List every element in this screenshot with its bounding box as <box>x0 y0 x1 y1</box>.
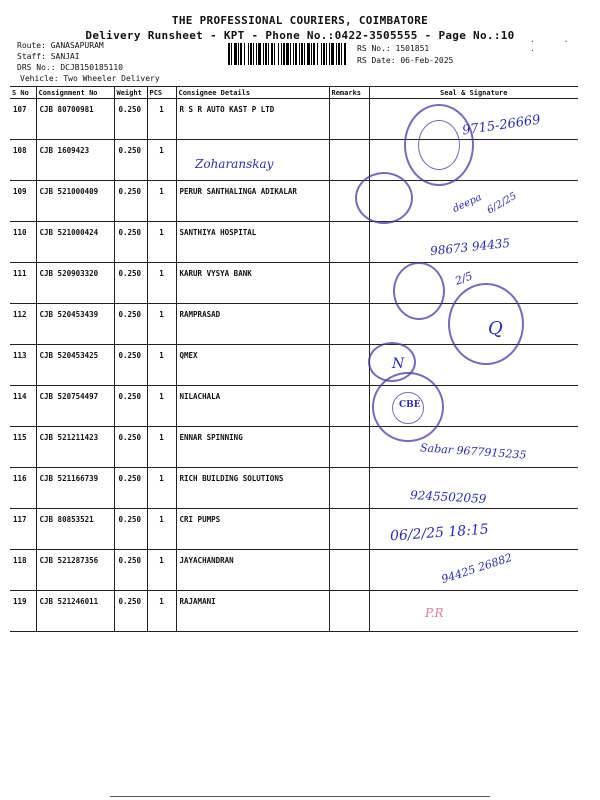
signature: 94425 26882 <box>439 550 514 587</box>
cell-consignee: JAYACHANDRAN <box>176 550 329 591</box>
signature: 98673 94435 <box>429 235 511 259</box>
cell-weight: 0.250 <box>114 222 147 263</box>
cell-remarks <box>329 468 369 509</box>
header-sno: S No <box>10 87 36 99</box>
drs-number: DRS No.: DCJB150185110 <box>17 63 123 72</box>
cell-consignment-no: CJB 521246011 <box>36 591 114 632</box>
signature: Q <box>488 318 503 339</box>
cell-sno: 116 <box>10 468 36 509</box>
cell-sno: 109 <box>10 181 36 222</box>
cell-weight: 0.250 <box>114 99 147 140</box>
cell-sno: 117 <box>10 509 36 550</box>
cell-consignment-no: CJB 520903320 <box>36 263 114 304</box>
cell-pcs: 1 <box>147 550 176 591</box>
header-remarks: Remarks <box>329 87 369 99</box>
cell-consignee: RAJAMANI <box>176 591 329 632</box>
signature: 2/5 <box>453 269 475 288</box>
cell-consignment-no: CJB 521000409 <box>36 181 114 222</box>
cell-remarks <box>329 427 369 468</box>
cell-consignment-no: CJB 1609423 <box>36 140 114 181</box>
cell-pcs: 1 <box>147 140 176 181</box>
cell-consignee: QMEX <box>176 345 329 386</box>
header-seal: Seal & Signature <box>369 87 578 99</box>
table-row <box>10 468 578 509</box>
cell-consignee: RICH BUILDING SOLUTIONS <box>176 468 329 509</box>
cell-consignee: PERUR SANTHALINGA ADIKALAR <box>176 181 329 222</box>
table-row <box>10 509 578 550</box>
cell-consignee: ENNAR SPINNING <box>176 427 329 468</box>
cell-remarks <box>329 509 369 550</box>
cell-pcs: 1 <box>147 263 176 304</box>
cell-weight: 0.250 <box>114 304 147 345</box>
cell-consignment-no: CJB 80853521 <box>36 509 114 550</box>
cell-remarks <box>329 550 369 591</box>
cell-remarks <box>329 345 369 386</box>
route-label: Route: GANASAPURAM <box>17 41 104 50</box>
cell-seal-signature <box>369 591 578 632</box>
cell-remarks <box>329 222 369 263</box>
signature: 9715-26669 <box>461 112 542 139</box>
cell-pcs: 1 <box>147 345 176 386</box>
cell-weight: 0.250 <box>114 591 147 632</box>
cell-remarks <box>329 263 369 304</box>
cell-sno: 118 <box>10 550 36 591</box>
signature: 6/2/25 <box>485 190 519 217</box>
company-stamp <box>448 283 524 365</box>
cell-consignment-no: CJB 520754497 <box>36 386 114 427</box>
table-row <box>10 386 578 427</box>
cell-weight: 0.250 <box>114 509 147 550</box>
cell-pcs: 1 <box>147 181 176 222</box>
cell-pcs: 1 <box>147 304 176 345</box>
cell-pcs: 1 <box>147 99 176 140</box>
document-title: THE PROFESSIONAL COURIERS, COIMBATORE <box>171 14 429 27</box>
cell-sno: 108 <box>10 140 36 181</box>
cell-sno: 113 <box>10 345 36 386</box>
cell-consignee: NILACHALA <box>176 386 329 427</box>
cell-weight: 0.250 <box>114 427 147 468</box>
scan-marks: . . . <box>530 35 581 53</box>
cell-pcs: 1 <box>147 386 176 427</box>
cell-sno: 115 <box>10 427 36 468</box>
cell-pcs: 1 <box>147 427 176 468</box>
cell-weight: 0.250 <box>114 386 147 427</box>
cell-weight: 0.250 <box>114 468 147 509</box>
header-consignee: Consignee Details <box>176 87 329 99</box>
cell-pcs: 1 <box>147 468 176 509</box>
header-consignment: Consignment No <box>36 87 114 99</box>
staff-label: Staff: SANJAI <box>17 52 80 61</box>
signature: deepa <box>451 192 484 215</box>
document-subtitle: Delivery Runsheet - KPT - Phone No.:0422-3505555 - Page No.:10 <box>85 29 515 42</box>
cell-sno: 111 <box>10 263 36 304</box>
cell-consignment-no: CJB 521211423 <box>36 427 114 468</box>
table-row <box>10 591 578 632</box>
barcode-image <box>228 43 346 65</box>
cell-consignee: KARUR VYSYA BANK <box>176 263 329 304</box>
stamp-text: CBE <box>399 400 421 410</box>
table-row <box>10 140 578 181</box>
cell-weight: 0.250 <box>114 345 147 386</box>
cell-sno: 112 <box>10 304 36 345</box>
signature: N <box>392 356 405 372</box>
vehicle-label: Vehicle: Two Wheeler Delivery <box>20 74 160 83</box>
cell-pcs: 1 <box>147 222 176 263</box>
rs-number: RS No.: 1501851 <box>357 44 430 53</box>
cell-pcs: 1 <box>147 509 176 550</box>
page-bottom-line <box>110 796 490 797</box>
cell-consignment-no: CJB 521287356 <box>36 550 114 591</box>
cell-remarks <box>329 386 369 427</box>
cell-weight: 0.250 <box>114 263 147 304</box>
rs-date: RS Date: 06-Feb-2025 <box>357 56 454 65</box>
cell-sno: 107 <box>10 99 36 140</box>
cell-consignee: SANTHIYA HOSPITAL <box>176 222 329 263</box>
cell-consignee: CRI PUMPS <box>176 509 329 550</box>
cell-consignment-no: CJB 520453439 <box>36 304 114 345</box>
cell-remarks <box>329 140 369 181</box>
cell-consignment-no: CJB 520453425 <box>36 345 114 386</box>
cell-remarks <box>329 99 369 140</box>
header-weight: Weight <box>114 87 147 99</box>
handwritten-name: Zoharanskay <box>195 157 274 171</box>
company-stamp-inner <box>418 120 460 170</box>
header-pcs: PCS <box>147 87 176 99</box>
cell-weight: 0.250 <box>114 140 147 181</box>
cell-weight: 0.250 <box>114 550 147 591</box>
cell-remarks <box>329 591 369 632</box>
cell-remarks <box>329 304 369 345</box>
cell-consignee: RAMPRASAD <box>176 304 329 345</box>
cell-consignee: R S R AUTO KAST P LTD <box>176 99 329 140</box>
cell-sno: 110 <box>10 222 36 263</box>
cell-consignment-no: CJB 80700981 <box>36 99 114 140</box>
cell-sno: 119 <box>10 591 36 632</box>
company-stamp <box>355 172 413 224</box>
table-header-row <box>10 87 578 99</box>
company-stamp <box>393 262 445 320</box>
cell-sno: 114 <box>10 386 36 427</box>
cell-consignment-no: CJB 521000424 <box>36 222 114 263</box>
signature: Sabar 9677915235 <box>419 441 527 462</box>
signature: P.R <box>425 606 444 620</box>
signature: 06/2/25 18:15 <box>389 521 490 545</box>
cell-weight: 0.250 <box>114 181 147 222</box>
cell-pcs: 1 <box>147 591 176 632</box>
signature: 9245502059 <box>409 488 487 506</box>
cell-consignment-no: CJB 521166739 <box>36 468 114 509</box>
